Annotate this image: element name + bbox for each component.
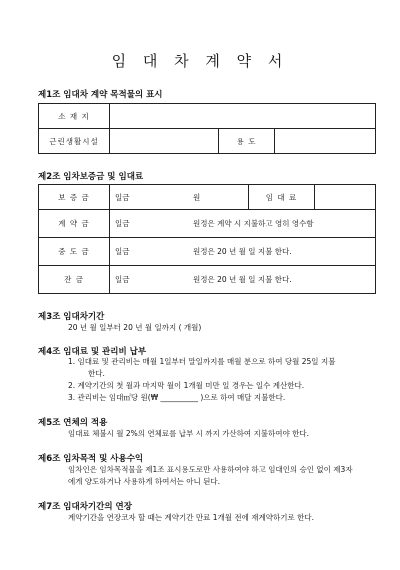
balance-text: 원정은 20 년 월 일 지불 한다.	[188, 266, 376, 294]
contract-payment-label: 계 약 금	[39, 210, 110, 238]
location-field[interactable]	[110, 104, 376, 129]
article-4-heading: 제4조 임대료 및 관리비 납부	[38, 347, 147, 357]
article-6-heading: 제6조 임차목적 및 사용수익	[38, 454, 144, 464]
payment-item-1-cont: 한다.	[88, 369, 105, 378]
deposit-table	[38, 184, 376, 294]
article-3-heading: 제3조 임대차기간	[38, 312, 105, 322]
interim-payment-prefix: 일금	[110, 238, 189, 266]
extension-text: 계약기간을 연장코자 할 때는 계약기간 만료 1개월 전에 재계약하기로 한다.	[68, 513, 314, 522]
balance-prefix: 일금	[110, 266, 189, 294]
use-field[interactable]	[275, 129, 376, 154]
deposit-amount-prefix: 일금	[110, 185, 189, 210]
payment-item-1: 1. 임대료 및 관리비는 매월 1일부터 말일까지를 매월 분으로 하여 당월 25일 지불	[68, 357, 336, 366]
rent-field[interactable]	[315, 185, 376, 210]
deposit-currency: 원	[188, 185, 249, 210]
balance-label: 잔 금	[39, 266, 110, 294]
facility-field[interactable]	[110, 129, 219, 154]
interim-payment-text: 원정은 20 년 월 일 지불 한다.	[188, 238, 376, 266]
purpose-line-1: 임차인은 임차목적물을 제1조 표시용도로만 사용하여야 하고 임대인의 승인 없이 제3자	[68, 465, 353, 474]
interim-payment-label: 중 도 금	[39, 238, 110, 266]
lease-period-text: 20 년 월 일부터 20 년 월 일까지 ( 개월)	[68, 323, 202, 332]
use-label: 용 도	[219, 129, 275, 154]
article-1-heading: 제1조 임대차 계약 목적물의 표시	[38, 90, 163, 100]
location-label: 소 재 지	[39, 104, 110, 129]
article-5-heading: 제5조 연체의 적용	[38, 418, 108, 428]
property-table	[38, 103, 376, 154]
payment-item-2: 2. 계약기간의 첫 월과 마지막 월이 1개월 미만 일 경우는 일수 계산한다.	[68, 381, 305, 390]
purpose-line-2: 에게 양도하거나 사용하게 하여서는 아니 된다.	[68, 477, 220, 486]
article-2-heading: 제2조 임차보증금 및 임대료	[38, 172, 144, 182]
rent-label: 임 대 료	[249, 185, 315, 210]
contract-payment-text: 원정은 계약 시 지불하고 영히 영수함	[188, 210, 376, 238]
article-7-heading: 제7조 임대차기간의 연장	[38, 502, 132, 512]
payment-item-3: 3. 관리비는 임대㎡당 원(₩ __________ )으로 하여 매달 지불한다.	[68, 393, 286, 402]
deposit-label: 보 증 금	[39, 185, 110, 210]
facility-label: 근린생활시설	[39, 129, 110, 154]
contract-payment-prefix: 일금	[110, 210, 189, 238]
late-fee-text: 임대료 체불시 월 2%의 연체료를 납부 시 까지 가산하여 지불하여야 한다.	[68, 429, 309, 438]
document-title: 임 대 차 계 약 서	[111, 52, 289, 70]
